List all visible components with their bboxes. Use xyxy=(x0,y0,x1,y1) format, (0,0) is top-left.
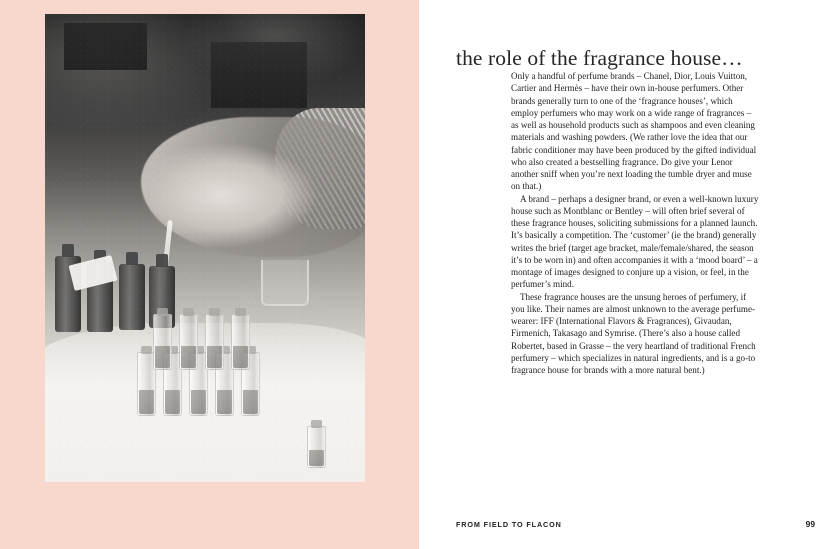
perfumer-pipetting-vials-photo xyxy=(45,14,365,482)
photo-background-shape-left xyxy=(64,23,147,70)
photo-vial xyxy=(205,314,224,370)
photo-vial xyxy=(231,314,250,370)
photo-bottle xyxy=(119,264,145,330)
photo-vial xyxy=(179,314,198,370)
page-title: the role of the fragrance house… xyxy=(456,46,743,71)
body-paragraph: A brand – perhaps a designer brand, or even a well-known luxury house such as Montblanc or Bentley – will often brief several of these fragrance houses, soliciting submissions for a planned launch. It’s basically a competition. The ‘customer’ (ie the brand) generally writes the brief (target age bracket, male/female/shared, the season it’s to be worn in) and often accompanies it with a ‘mood board’ – a montage of images designed to conjure up a vision, or feel, in the perfumer’s mind. xyxy=(511,193,759,290)
body-text-column xyxy=(511,70,760,376)
running-head: FROM FIELD TO FLACON xyxy=(456,520,562,529)
page-number: 99 xyxy=(805,519,815,529)
photo-vial xyxy=(153,314,172,370)
body-paragraph: Only a handful of perfume brands – Chanel, Dior, Louis Vuitton, Cartier and Hermès – have their own in-house perfumers. Other brands generally turn to one of the ‘fragrance houses’, which employ perfumers who may work on a wide range of fragrances – as well as household products such as shampoos and even cleaning materials and washing powders. (We rather love the idea that our fabric conditioner may have been produced by the gifted individual who also created a bestselling fragrance. Do give your Lenor another sniff when you’re next loading the tumble dryer and muse on that.) xyxy=(511,71,757,192)
page-footer xyxy=(456,519,815,529)
photo-background-shape-right xyxy=(211,42,307,108)
photo-vial xyxy=(307,426,326,468)
right-page xyxy=(419,0,837,549)
body-paragraph: These fragrance houses are the unsung heroes of perfumery, if you like. Their names are almost unknown to the average perfume-wearer: IFF (International Flavors & Fragrances), Givaudan, Firmenich, Takasago and Symrise. (There’s also a house called Robertet, based in Grasse – the very heartland of traditional French perfumery – which specializes in natural ingredients, and is a go-to fragrance house for brands with a more natural bent.) xyxy=(511,291,756,375)
photo-beaker xyxy=(261,260,309,306)
